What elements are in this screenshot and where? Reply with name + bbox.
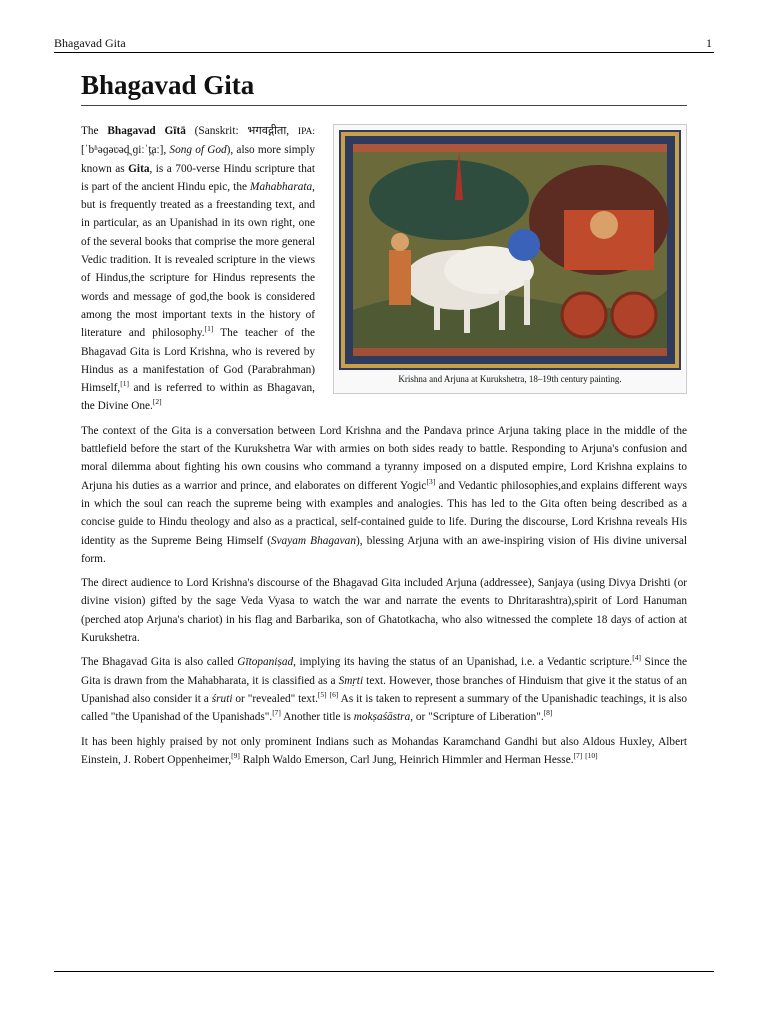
term-svayam-bhagavan: Svayam Bhagavan xyxy=(270,534,356,547)
text: (Sanskrit: भगवद्गीता, xyxy=(185,125,298,137)
figure xyxy=(333,124,687,394)
paragraph-praise xyxy=(81,733,687,770)
article-title: Bhagavad Gita xyxy=(81,70,687,106)
text: ), also more simply known as xyxy=(81,144,315,175)
term-bhagavad-gita: Bhagavad Gītā xyxy=(107,125,186,137)
text: text. However, those branches of Hinduism that give it the status of an Upanishad also consider it a xyxy=(81,674,687,705)
citation-link[interactable]: [1] xyxy=(120,379,129,389)
citation-link[interactable]: [6] xyxy=(329,690,339,700)
paragraph-gitopanisad xyxy=(81,653,687,726)
citation-link[interactable]: [7] xyxy=(573,751,583,761)
citation-link[interactable]: [1] xyxy=(204,324,214,334)
term-sruti: śruti xyxy=(211,692,233,705)
citation-link[interactable]: [4] xyxy=(632,653,641,663)
citation-link[interactable]: [7] xyxy=(272,708,281,718)
text: As it is taken to represent a summary of the Upanishadic teachings, it is also called "the Upanishad of the Upanishads". xyxy=(81,692,687,724)
citation-link[interactable]: [8] xyxy=(543,708,553,718)
text: It has been highly praised by not only prominent Indians such as Mohandas Karamchand Gandhi but also Aldous Huxley, Albert Einstein, J. Robert Oppenheimer, xyxy=(81,735,687,766)
text: and Vedantic philosophies,and explains different ways in which the soul can reach the supreme being with examples and analogies. This has led to the Gita often being described as a concise guide to Hindu theology and also as a practical, self-contained guide to life. During the discourse, Lord Krishna reveals His identity as the Supreme Being Himself ( xyxy=(81,479,687,547)
citation-link[interactable]: [2] xyxy=(152,397,162,407)
text: ), blessing Arjuna with an awe-inspiring vision of His divine universal form. xyxy=(81,534,687,565)
text: , or "Scripture of Liberation". xyxy=(410,711,544,724)
citation-link[interactable]: [5] xyxy=(317,690,327,700)
page-number: 1 xyxy=(706,36,712,50)
term-moksasastra: mokṣaśāstra xyxy=(353,711,411,724)
song-of-god: Song of God xyxy=(169,144,227,157)
text: , xyxy=(163,144,170,157)
running-header xyxy=(54,34,714,53)
paragraph-context xyxy=(81,422,687,568)
term-mahabharata: Mahabharata xyxy=(250,180,313,193)
figure-caption: Krishna and Arjuna at Kurukshetra, 18–19th century painting. xyxy=(398,374,622,384)
ipa-label: IPA: xyxy=(297,127,315,137)
term-gitopanisad: Gītopaniṣad xyxy=(237,656,294,669)
text: , is a 700-verse Hindu scripture that is part of the ancient Hindu epic, the xyxy=(81,162,315,193)
running-header-title: Bhagavad Gita xyxy=(54,36,126,50)
krishna-arjuna-painting xyxy=(339,130,681,370)
ipa-transcription: [ˈbʱəɡəʋəd̪ ɡiːˈt̪aː] xyxy=(81,144,164,157)
text: Another title is xyxy=(280,711,354,724)
text: , implying its having the status of an Upanishad, i.e. a Vedantic scripture. xyxy=(293,656,633,669)
citation-link[interactable]: [10] xyxy=(585,751,598,761)
article-body xyxy=(81,122,687,775)
term-smrti: Smṛti xyxy=(338,674,364,687)
footer-rule xyxy=(54,971,714,972)
term-gita: Gita xyxy=(128,162,150,175)
text: , but is frequently treated as a freestanding text, and in particular, as an Upanishad in its own right, one of the several books that comprise the more general Vedic tradition. It is revealed scripture in the views of Hindus,the scripture for Hindus represents the words and message of god,the book is considered among the most important texts in the history of literature and philosophy. xyxy=(81,180,315,340)
text: The context of the Gita is a conversation between Lord Krishna and the Pandava prince Arjuna taking place in the middle of the battlefield before the start of the Kurukshetra War with armies on both sides ready to battle. Responding to Arjuna's confusion and moral dilemma about fighting his own cousins who command a tyranny imposed on a disputed empire, Lord Krishna explains to Arjuna his duties as a warrior and prince, and elaborates on different Yogic xyxy=(81,424,687,492)
paragraph-audience: The direct audience to Lord Krishna's discourse of the Bhagavad Gita included Arjuna (addressee), Sanjaya (using Divya Drishti (or divine vision) gifted by the sage Veda Vyasa to watch the war and narrate the events to Dhritarashtra),spirit of Lord Hanuman (perched atop Arjuna's chariot) in his flag and Barbarika, son of Ghatotkacha, who also witnessed the complete 18 days of action at Kurukshetra. xyxy=(81,577,687,645)
text: Since the Gita is drawn from the Mahabharata, it is classified as a xyxy=(81,656,687,687)
citation-link[interactable]: [9] xyxy=(231,751,240,761)
text: and is referred to within as Bhagavan, the Divine One. xyxy=(81,382,315,413)
text: or "revealed" text. xyxy=(232,692,318,705)
text: The Bhagavad Gita is also called xyxy=(81,656,238,669)
text: The teacher of the Bhagavad Gita is Lord Krishna, who is revered by Hindus as a manifestation of God (Parabrahman) Himself, xyxy=(81,327,315,395)
text: Ralph Waldo Emerson, Carl Jung, Heinrich Himmler and Herman Hesse. xyxy=(239,753,574,766)
text: The xyxy=(81,125,108,137)
citation-link[interactable]: [3] xyxy=(426,476,436,486)
